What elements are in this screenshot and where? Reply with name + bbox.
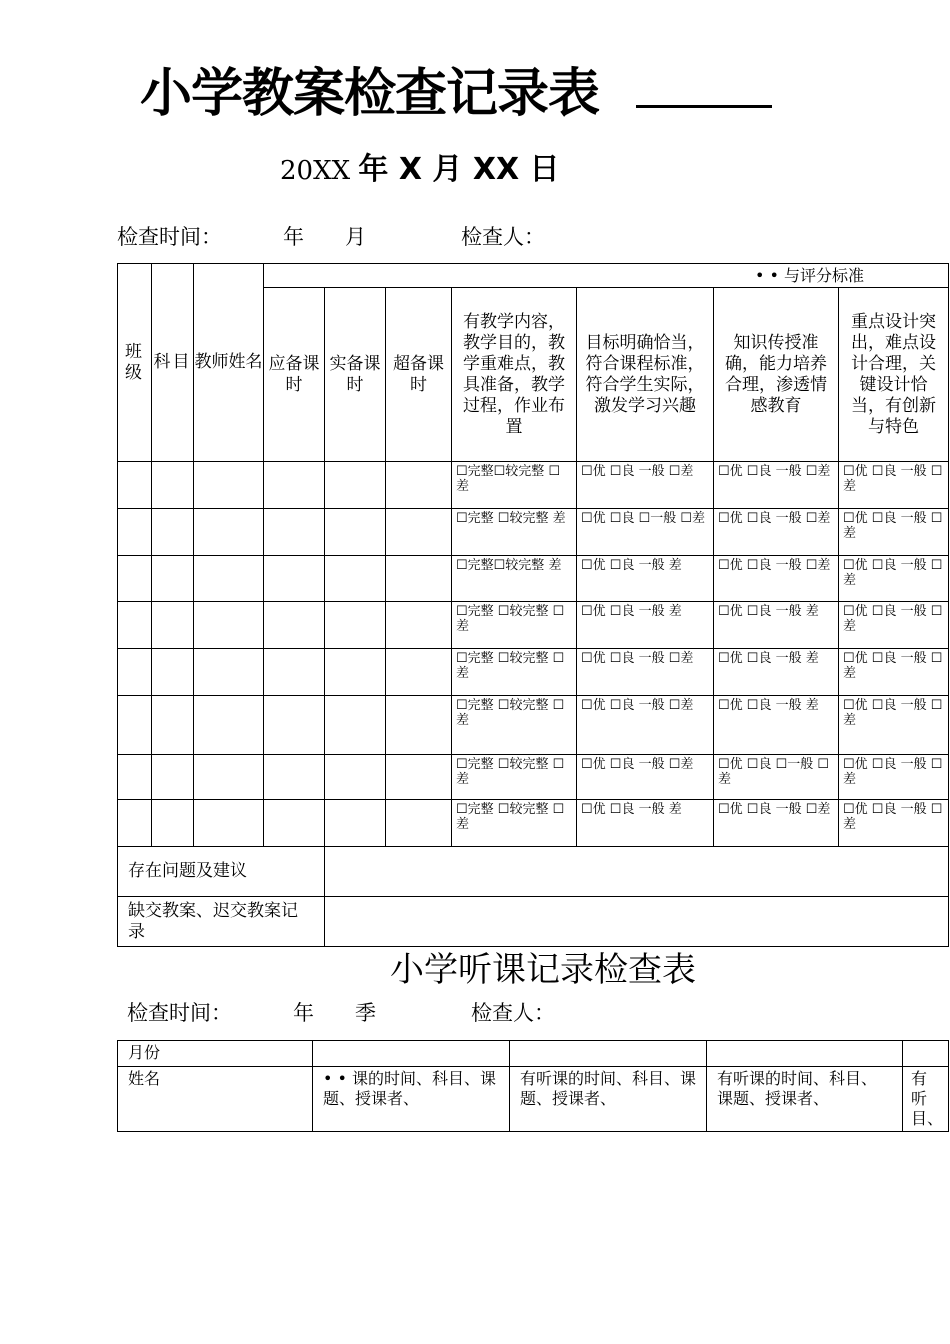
rating-design[interactable]: ☐优 ☐良 一般 ☐差 [839, 602, 949, 649]
cell-actual-hours[interactable] [325, 602, 386, 649]
table-row [118, 602, 949, 649]
rating-knowledge[interactable]: ☐优 ☐良 一般 ☐差 [714, 556, 839, 602]
cell-class[interactable] [118, 800, 152, 847]
missing-plans-field[interactable] [325, 897, 949, 947]
year-label-2: 年 [293, 1001, 314, 1025]
rating-design[interactable]: ☐优 ☐良 一般 ☐差 [839, 462, 949, 509]
cell-should-hours[interactable] [264, 755, 325, 800]
cell-class[interactable] [118, 462, 152, 509]
criteria-knowledge: 知识传授准确，能力培养合理，渗透情感教育 [714, 288, 839, 462]
rating-knowledge[interactable]: ☐优 ☐良 一般 ☐差 [714, 800, 839, 847]
page-title: 小学教案检查记录表 [140, 64, 600, 124]
cell-class[interactable] [118, 696, 152, 755]
rating-objectives[interactable]: ☐优 ☐良 一般 差 [577, 602, 714, 649]
rating-design[interactable]: ☐优 ☐良 一般 ☐差 [839, 649, 949, 696]
rating-objectives[interactable]: ☐优 ☐良 一般 ☐差 [577, 755, 714, 800]
cell-class[interactable] [118, 602, 152, 649]
cell-actual-hours[interactable] [325, 556, 386, 602]
table-row [118, 649, 949, 696]
cell-extra-hours[interactable] [386, 602, 452, 649]
date-year: 20XX [280, 156, 351, 186]
cell-teacher[interactable] [194, 556, 264, 602]
lecture-record-table [117, 1040, 949, 1132]
cell-subject[interactable] [152, 602, 194, 649]
header-teacher: 教师姓名 [194, 264, 264, 462]
cell-actual-hours[interactable] [325, 649, 386, 696]
rating-content[interactable]: ☐完整 ☐较完整 ☐差 [452, 755, 577, 800]
cell-class[interactable] [118, 649, 152, 696]
cell-extra-hours[interactable] [386, 509, 452, 556]
month-cell[interactable] [510, 1041, 707, 1067]
cell-should-hours[interactable] [264, 462, 325, 509]
cell-should-hours[interactable] [264, 556, 325, 602]
month-label: 月 [345, 225, 366, 249]
rating-content[interactable]: ☐完整 ☐较完整 差 [452, 509, 577, 556]
cell-extra-hours[interactable] [386, 696, 452, 755]
cell-class[interactable] [118, 755, 152, 800]
rating-content[interactable]: ☐完整☐较完整 差 [452, 556, 577, 602]
check-time-label: 检查时间： [117, 225, 222, 249]
date-rest: 年 X 月 XX 日 [358, 152, 560, 187]
issues-label: 存在问题及建议 [118, 847, 325, 897]
cell-teacher[interactable] [194, 755, 264, 800]
criteria-design: 重点设计突出，难点设计合理，关键设计恰当，有创新与特色 [839, 288, 949, 462]
cell-actual-hours[interactable] [325, 462, 386, 509]
rating-content[interactable]: ☐完整 ☐较完整 ☐差 [452, 696, 577, 755]
header-class: 班级 [118, 264, 152, 462]
rating-knowledge[interactable]: ☐优 ☐良 一般 差 [714, 649, 839, 696]
cell-subject[interactable] [152, 509, 194, 556]
cell-should-hours[interactable] [264, 509, 325, 556]
table-row [118, 696, 949, 755]
rating-knowledge[interactable]: ☐优 ☐良 一般 ☐差 [714, 462, 839, 509]
rating-design[interactable]: ☐优 ☐良 一般 ☐差 [839, 509, 949, 556]
rating-design[interactable]: ☐优 ☐良 一般 ☐差 [839, 800, 949, 847]
cell-actual-hours[interactable] [325, 755, 386, 800]
cell-teacher[interactable] [194, 462, 264, 509]
table-row [118, 755, 949, 800]
header-extra-hours: 超备课时 [386, 288, 452, 462]
lecture-col[interactable]: 有听目、 [903, 1067, 949, 1132]
cell-actual-hours[interactable] [325, 696, 386, 755]
cell-teacher[interactable] [194, 602, 264, 649]
header-should-hours: 应备课时 [264, 288, 325, 462]
lecture-col[interactable]: • • 课的时间、科目、课题、授课者、 [313, 1067, 510, 1132]
cell-subject[interactable] [152, 649, 194, 696]
cell-teacher[interactable] [194, 509, 264, 556]
inspector-label-2: 检查人： [471, 1001, 555, 1025]
cell-class[interactable] [118, 556, 152, 602]
cell-extra-hours[interactable] [386, 462, 452, 509]
missing-plans-label: 缺交教案、迟交教案记录 [118, 897, 325, 947]
month-cell[interactable] [313, 1041, 510, 1067]
issues-field[interactable] [325, 847, 949, 897]
rating-design[interactable]: ☐优 ☐良 一般 ☐差 [839, 755, 949, 800]
check-time-label-2: 检查时间： [127, 1001, 232, 1025]
rating-objectives[interactable]: ☐优 ☐良 一般 ☐差 [577, 462, 714, 509]
rating-objectives[interactable]: ☐优 ☐良 一般 ☐差 [577, 696, 714, 755]
lesson-plan-table [117, 263, 949, 947]
cell-should-hours[interactable] [264, 602, 325, 649]
month-header: 月份 [118, 1041, 313, 1067]
cell-extra-hours[interactable] [386, 800, 452, 847]
rating-knowledge[interactable]: ☐优 ☐良 ☐一般 ☐差 [714, 755, 839, 800]
year-label: 年 [283, 225, 304, 249]
rating-knowledge[interactable]: ☐优 ☐良 一般 差 [714, 602, 839, 649]
cell-extra-hours[interactable] [386, 755, 452, 800]
rating-objectives[interactable]: ☐优 ☐良 一般 差 [577, 800, 714, 847]
cell-teacher[interactable] [194, 649, 264, 696]
inspector-label: 检查人： [461, 225, 545, 249]
table-row [118, 462, 949, 509]
rating-objectives[interactable]: ☐优 ☐良 ☐一般 ☐差 [577, 509, 714, 556]
table-row [118, 509, 949, 556]
cell-actual-hours[interactable] [325, 509, 386, 556]
title-underline [636, 105, 772, 108]
date-line [280, 150, 560, 191]
criteria-objectives: 目标明确恰当，符合课程标准，符合学生实际，激发学习兴趣 [577, 288, 714, 462]
rating-objectives[interactable]: ☐优 ☐良 一般 ☐差 [577, 649, 714, 696]
cell-should-hours[interactable] [264, 649, 325, 696]
rating-objectives[interactable]: ☐优 ☐良 一般 差 [577, 556, 714, 602]
header-actual-hours: 实备课时 [325, 288, 386, 462]
name-header: 姓名 [118, 1067, 313, 1132]
cell-extra-hours[interactable] [386, 556, 452, 602]
lecture-col[interactable]: 有听课的时间、科目、课题、授课者、 [510, 1067, 707, 1132]
cell-teacher[interactable] [194, 696, 264, 755]
cell-subject[interactable] [152, 462, 194, 509]
month-cell[interactable] [903, 1041, 949, 1067]
cell-subject[interactable] [152, 556, 194, 602]
month-cell[interactable] [707, 1041, 903, 1067]
rating-content[interactable]: ☐完整 ☐较完整 ☐差 [452, 602, 577, 649]
cell-teacher[interactable] [194, 800, 264, 847]
cell-actual-hours[interactable] [325, 800, 386, 847]
header-subject: 科目 [152, 264, 194, 462]
rating-knowledge[interactable]: ☐优 ☐良 一般 ☐差 [714, 509, 839, 556]
section2-title: 小学听课记录检查表 [390, 950, 696, 990]
rating-content[interactable]: ☐完整☐较完整 ☐差 [452, 462, 577, 509]
cell-subject[interactable] [152, 755, 194, 800]
criteria-content: 有教学内容，教学目的，教学重难点，教具准备，教学过程，作业布置 [452, 288, 577, 462]
rating-content[interactable]: ☐完整 ☐较完整 ☐差 [452, 800, 577, 847]
cell-should-hours[interactable] [264, 696, 325, 755]
cell-subject[interactable] [152, 696, 194, 755]
rating-content[interactable]: ☐完整 ☐较完整 ☐差 [452, 649, 577, 696]
rating-design[interactable]: ☐优 ☐良 一般 ☐差 [839, 556, 949, 602]
table-row [118, 556, 949, 602]
cell-class[interactable] [118, 509, 152, 556]
rating-design[interactable]: ☐优 ☐良 一般 ☐差 [839, 696, 949, 755]
rating-knowledge[interactable]: ☐优 ☐良 一般 差 [714, 696, 839, 755]
cell-should-hours[interactable] [264, 800, 325, 847]
lecture-col[interactable]: 有听课的时间、科目、课题、授课者、 [707, 1067, 903, 1132]
cell-subject[interactable] [152, 800, 194, 847]
cell-extra-hours[interactable] [386, 649, 452, 696]
season-label: 季 [355, 1001, 376, 1025]
table-row [118, 800, 949, 847]
criteria-banner: • • 与评分标准 [264, 264, 949, 288]
